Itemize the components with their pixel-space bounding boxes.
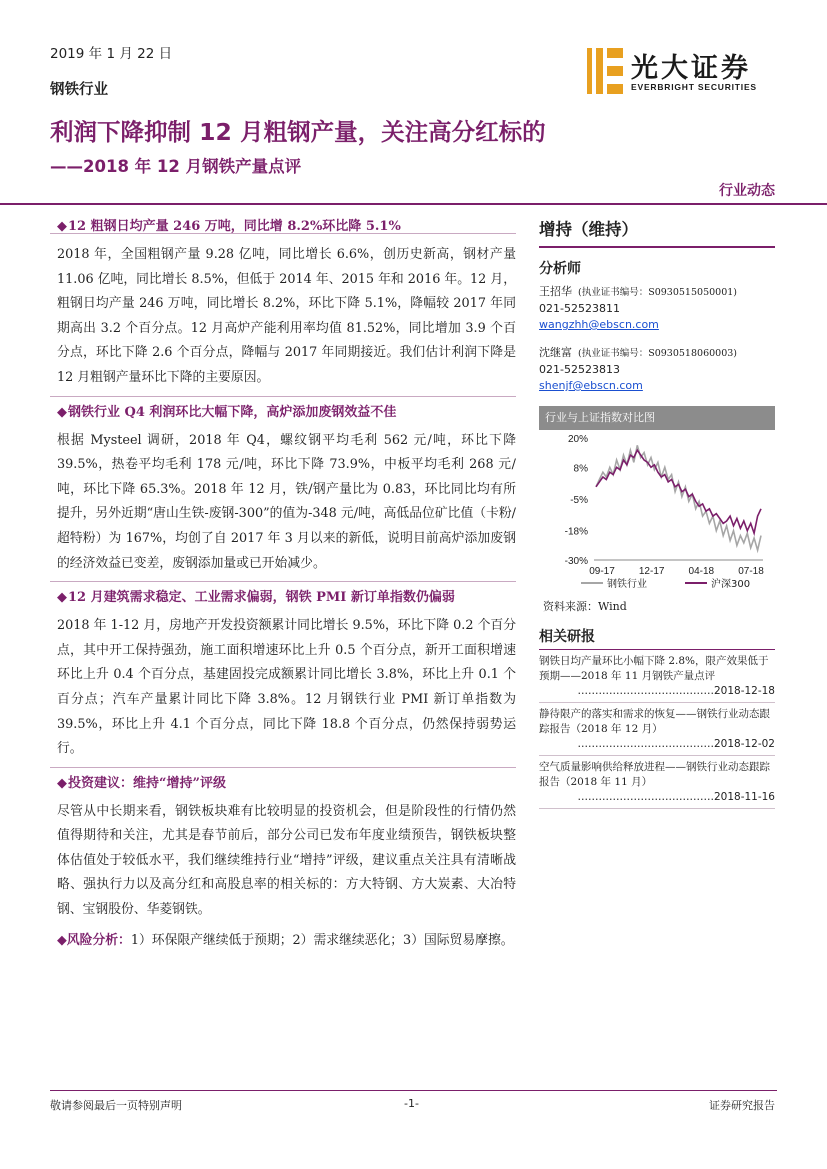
- analyst-card: [539, 284, 775, 333]
- analyst-name: 沈继富: [539, 346, 572, 359]
- y-tick-label: 8%: [573, 463, 588, 475]
- related-divider: [539, 808, 775, 809]
- page-number: -1-: [404, 1097, 419, 1110]
- section-divider: [50, 581, 516, 582]
- related-report-item[interactable]: [539, 707, 775, 752]
- logo-chinese-name: 光大证券: [631, 53, 751, 84]
- rating-badge: 增持（维持）: [539, 220, 638, 239]
- report-type: 行业动态: [719, 183, 775, 199]
- diamond-bullet-icon: ◆: [57, 932, 67, 948]
- x-tick-label: 07-18: [738, 566, 764, 577]
- series-line: [596, 445, 761, 550]
- footer-divider: [50, 1090, 777, 1091]
- x-tick-label: 12-17: [638, 566, 665, 577]
- sidebar: [539, 216, 775, 813]
- diamond-bullet-icon: ◆: [57, 404, 67, 420]
- related-reports-heading: 相关研报: [539, 629, 595, 645]
- report-subtitle: ——2018 年 12 月钢铁产量点评: [50, 157, 302, 176]
- analyst-cert: (执业证书编号：S0930515050001): [578, 287, 737, 298]
- analyst-phone: 021-52523813: [539, 363, 620, 376]
- section-body: 尽管从中长期来看，钢铁板块难有比较明显的投资机会，但是阶段性的行情仍然值得期待和关注，尤其是春节前后，部分公司已发布年度业绩预告，钢铁板块整体估值处于较低水平，我们继续维持行业“增持”评级，建议重点关注具有清晰战略、强执行力以及高分红和高股息率的相关标的：方大特钢、方大炭素、大冶特钢、宝钢股份、华菱钢铁。: [57, 803, 516, 918]
- analyst-card: [539, 345, 775, 394]
- analyst-phone: 021-52523811: [539, 302, 620, 315]
- dot-leader: …………………………………: [577, 791, 714, 803]
- x-tick-label: 09-17: [589, 566, 615, 577]
- section-heading: ◆钢铁行业 Q4 利润环比大幅下降，高炉添加废钢效益不佳: [57, 404, 397, 420]
- series-line: [596, 450, 761, 533]
- related-report-item[interactable]: [539, 760, 775, 805]
- risk-analysis: ◆风险分析：1）环保限产继续低于预期；2）需求继续恶化；3）国际贸易摩擦。: [57, 932, 514, 948]
- section-body: 2018 年，全国粗钢产量 9.28 亿吨，同比增长 6.6%，创历史新高，钢材产量 11.06 亿吨，同比增长 8.5%，但低于 2014 年、2015 年和 2016 年。12 月，粗钢日均产量 246 万吨，同比增长 8.2%，环比下降 5.1%，降幅较 2017 年同期高出 3.2 个百分点。12 月高炉产能利用率均值 81.52%，同比增加 3.9 个百分点，环比下降 2.6 个百分点，降幅与 2017 年同期接近。我们估计利润下降是 12 月粗钢产量环比下降的主要原因。: [57, 247, 516, 385]
- analyst-email-link[interactable]: wangzhh@ebscn.com: [539, 318, 659, 331]
- dot-leader: …………………………………: [577, 685, 714, 697]
- section-body: 根据 Mysteel 调研，2018 年 Q4，螺纹钢平均毛利 562 元/吨，环比下降 39.5%，热卷平均毛利 178 元/吨，环比下降 73.9%，中板平均毛利 268 元/吨，环比下降 65.3%。2018 年 12 月，铁/钢产量比为 0.83，环比同比均有所提升，另外近期“唐山生铁-废钢-300”的值为-348 元/吨，高低品位矿比值（卡粉/超特粉）为 167%，均创了自 2017 年 3 月以来的新低，说明目前高炉添加废钢的经济效益已变差，废钢添加量或已开始减少。: [57, 432, 516, 571]
- chart-source: 资料来源：Wind: [543, 600, 627, 613]
- section-heading: ◆12 月建筑需求稳定、工业需求偏弱，钢铁 PMI 新订单指数仍偏弱: [57, 590, 455, 606]
- analyst-heading: 分析师: [539, 261, 581, 277]
- footer-disclaimer: 敬请参阅最后一页特别声明: [50, 1099, 182, 1112]
- footer-report-label: 证券研究报告: [709, 1099, 775, 1112]
- related-report-title[interactable]: 静待限产的落实和需求的恢复——钢铁行业动态跟踪报告（2018 年 12 月）: [539, 708, 770, 735]
- section-divider: [50, 767, 516, 768]
- chart-title: 行业与上证指数对比图: [539, 406, 775, 430]
- everbright-logo-icon: [585, 46, 625, 96]
- y-tick-label: -18%: [564, 526, 588, 538]
- diamond-bullet-icon: ◆: [57, 590, 67, 606]
- diamond-bullet-icon: ◆: [57, 775, 67, 791]
- legend-label: 沪深300: [711, 579, 751, 590]
- industry-label: 钢铁行业: [50, 82, 108, 98]
- dot-leader: …………………………………: [577, 738, 714, 750]
- analyst-email-link[interactable]: shenjf@ebscn.com: [539, 379, 643, 392]
- header-divider: [0, 203, 827, 205]
- legend-label: 钢铁行业: [607, 579, 647, 590]
- related-report-date: …………………………………2018-12-18: [577, 685, 775, 697]
- related-report-item[interactable]: [539, 654, 775, 699]
- report-title: 利润下降抑制 12 月粗钢产量，关注高分红标的: [50, 118, 546, 146]
- related-divider: [539, 702, 775, 703]
- company-logo: [585, 46, 775, 96]
- related-report-date: …………………………………2018-11-16: [577, 791, 775, 803]
- section-heading: ◆12 粗钢日均产量 246 万吨，同比增 8.2%环比降 5.1%: [57, 219, 401, 234]
- section-body: 2018 年 1-12 月，房地产开发投资额累计同比增长 9.5%，环比下降 0.2 个百分点，其中开工保持强劲，施工面积增速环比上升 0.5 个百分点，新开工面积增速环比上升 0.4 个百分点，基建固投完成额累计同比增长 3.8%，环比上升 0.1 个百分点；汽车产量累计同比下降 3.8%。12 月钢铁行业 PMI 新订单指数为 39.5%，环比上升 4.1 个百分点，同比下降 18.8 个百分点，仍然保持弱势运行。: [57, 618, 516, 757]
- related-report-date: …………………………………2018-12-02: [577, 738, 775, 750]
- sidebar-divider: [539, 649, 775, 650]
- diamond-bullet-icon: ◆: [57, 219, 67, 234]
- main-content: [57, 216, 516, 958]
- analyst-name: 王招华: [539, 285, 572, 298]
- related-report-title[interactable]: 钢铁日均产量环比小幅下降 2.8%，限产效果低于预期——2018 年 11 月钢铁产量点评: [539, 655, 769, 682]
- related-report-title[interactable]: 空气质量影响供给释放进程——钢铁行业动态跟踪报告（2018 年 11 月）: [539, 761, 770, 788]
- sidebar-divider: [539, 246, 775, 248]
- report-date: 2019 年 1 月 22 日: [50, 46, 173, 62]
- y-tick-label: -30%: [564, 556, 588, 567]
- y-tick-label: 20%: [567, 434, 588, 445]
- related-divider: [539, 755, 775, 756]
- comparison-chart: [539, 406, 775, 614]
- section-divider: [50, 396, 516, 397]
- section-heading: ◆投资建议：维持“增持”评级: [57, 775, 226, 791]
- y-tick-label: -5%: [570, 495, 588, 506]
- logo-english-name: EVERBRIGHT SECURITIES: [631, 82, 757, 92]
- analyst-cert: (执业证书编号：S0930518060003): [578, 348, 737, 359]
- x-tick-label: 04-18: [688, 566, 715, 577]
- chart-plot: [539, 430, 775, 590]
